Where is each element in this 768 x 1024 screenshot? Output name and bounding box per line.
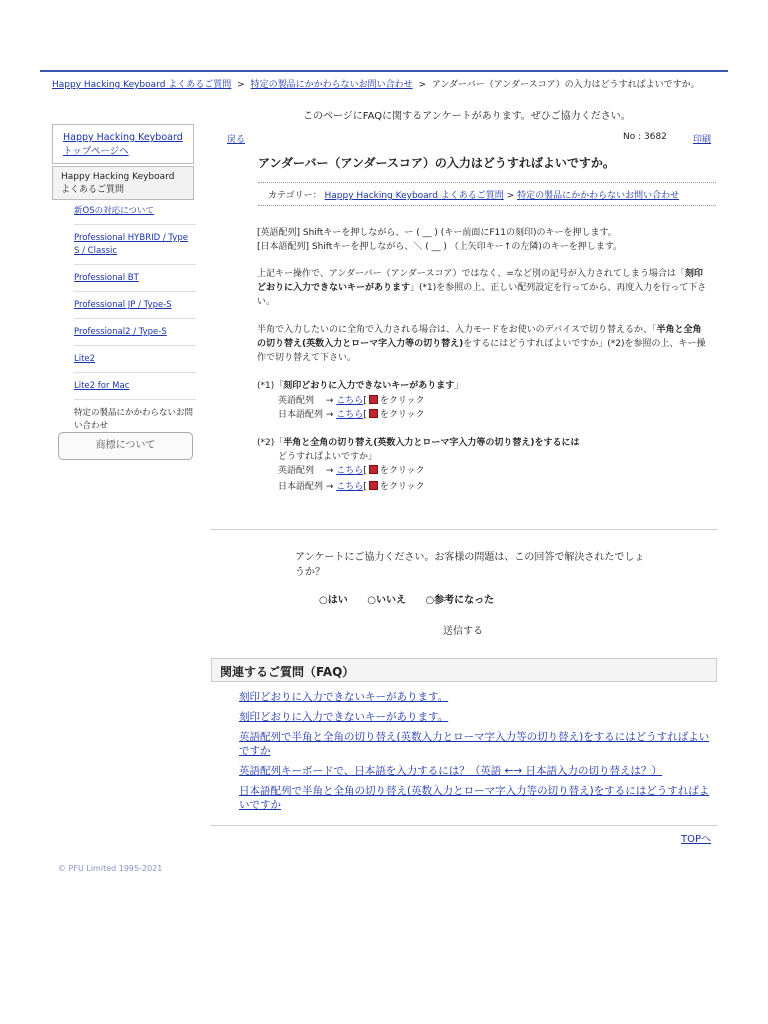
ref1-jp-here-link[interactable]: こちら	[336, 410, 364, 420]
copyright: © PFU Limited 1995-2021	[58, 864, 163, 873]
divider	[211, 529, 717, 530]
pdf-icon	[369, 465, 378, 474]
sidebar-item-new-os[interactable]: 新OSの対応について	[74, 203, 196, 225]
page-title: アンダーバー（アンダースコア）の入力はどうすればよいですか。	[258, 156, 615, 170]
ref-bold: 半角と全角の切り替え(英数入力とローマ字入力等の切り替え)をするには	[283, 438, 580, 448]
ref2-title	[257, 436, 579, 450]
sidebar-item-bt[interactable]: Professional BT	[74, 270, 196, 292]
ref-suffix: 」	[454, 381, 464, 391]
pdf-icon	[369, 395, 378, 404]
answer-para-2	[257, 267, 707, 309]
ref2-en-here-link[interactable]: こちら	[336, 466, 364, 476]
divider	[211, 825, 717, 826]
related-faq-item[interactable]: 刻印どおりに入力できないキーがあります。	[239, 711, 449, 723]
sidebar-top-link-label[interactable]: Happy Hacking Keyboard トップページへ	[63, 132, 183, 157]
survey-question: アンケートにご協力ください。お客様の問題は、この回答で解決されたでしょうか？	[295, 552, 645, 578]
answer-text: 半角で入力したいのに全角で入力される場合は、入力モードをお使いのデバイスで切り替えるか、「	[257, 325, 657, 335]
print-link[interactable]: 印刷	[693, 135, 712, 145]
survey-options	[319, 591, 510, 606]
survey-option-no[interactable]: ○いいえ	[367, 595, 406, 606]
back-link[interactable]: 戻る	[227, 135, 246, 145]
trademark-button[interactable]: 商標について	[58, 432, 193, 460]
ref-layout-label: 日本語配列 →	[278, 410, 334, 420]
category-sep: >	[506, 191, 515, 201]
ref-bold: 刻印どおりに入力できないキーがあります	[283, 381, 455, 391]
ref-prefix: (*1)「	[257, 381, 284, 391]
ref2-title-line2: どうすればよいですか」	[278, 452, 378, 462]
answer-bold: 刻印どおりに入力できないキーがあります	[257, 269, 703, 293]
breadcrumb-current: アンダーバー（アンダースコア）の入力はどうすればよいですか。	[431, 80, 700, 90]
ref-layout-label: 英語配列 →	[278, 396, 334, 406]
ref1-title	[257, 379, 463, 393]
breadcrumb-sep: >	[237, 80, 245, 90]
bracket: [	[363, 466, 367, 476]
ref2-en-row	[278, 464, 424, 478]
category-line	[268, 188, 679, 201]
ref2-jp-here-link[interactable]: こちら	[336, 482, 364, 492]
bracket: [	[363, 396, 367, 406]
ref-prefix: (*2)「	[257, 438, 284, 448]
ref-layout-label: 英語配列 →	[278, 466, 334, 476]
click-text: をクリック	[379, 396, 425, 406]
sidebar-item-hybrid[interactable]: Professional HYBRID / Type S / Classic	[74, 230, 196, 265]
sidebar-item-general: 特定の製品にかかわらないお問い合わせ	[74, 408, 194, 431]
survey-notice: このページにFAQに関するアンケートがあります。ぜひご協力ください。	[303, 111, 631, 122]
survey-option-helpful[interactable]: ○参考になった	[425, 595, 495, 606]
answer-text: 上記キー操作で、アンダーバー（アンダースコア）ではなく、=など別の記号が入力されてしまう場合は「	[257, 269, 685, 279]
divider	[258, 205, 716, 206]
related-faq-heading: 関連するご質問（FAQ）	[211, 658, 717, 682]
sidebar-current-section: Happy Hacking Keyboard よくあるご質問	[52, 166, 194, 200]
click-text: をクリック	[379, 410, 425, 420]
related-faq-item[interactable]: 刻印どおりに入力できないキーがあります。	[239, 691, 449, 703]
breadcrumb	[52, 77, 700, 90]
related-faq-item[interactable]: 英語配列キーボードで、日本語を入力するには？（英語 ←→ 日本語入力の切り替えは？）	[239, 765, 663, 777]
ref1-en-row	[278, 394, 424, 408]
pdf-icon	[369, 481, 378, 490]
sidebar-item-pro2[interactable]: Professional2 / Type-S	[74, 324, 196, 346]
back-to-top-link[interactable]: TOPへ	[681, 834, 712, 845]
answer-text: をするにはどうすればよいですか」(*2)を参照の上、キー操作で切り替えて下さい。	[257, 339, 706, 363]
bracket: [	[363, 410, 367, 420]
related-faq-item[interactable]: 日本語配列で半角と全角の切り替え(英数入力とローマ字入力等の切り替え)をするにはどうすればよいですか	[239, 785, 710, 811]
ref1-en-here-link[interactable]: こちら	[336, 396, 364, 406]
breadcrumb-general[interactable]: 特定の製品にかかわらないお問い合わせ	[250, 80, 413, 90]
related-faq-item[interactable]: 英語配列で半角と全角の切り替え(英数入力とローマ字入力等の切り替え)をするにはどうすればよいですか	[239, 731, 710, 757]
bracket: [	[363, 482, 367, 492]
sidebar-nav	[74, 203, 196, 444]
category-link-general[interactable]: 特定の製品にかかわらないお問い合わせ	[517, 191, 680, 201]
breadcrumb-sep: >	[418, 80, 427, 90]
sidebar-top-link[interactable]	[52, 124, 194, 164]
survey-option-yes[interactable]: ○はい	[319, 595, 348, 606]
sidebar-item-jp[interactable]: Professional JP / Type-S	[74, 297, 196, 319]
click-text: をクリック	[379, 466, 425, 476]
category-link-faq[interactable]: Happy Hacking Keyboard よくあるご質問	[324, 191, 504, 201]
ref2-jp-row	[278, 480, 424, 494]
answer-bold: 半角と全角の切り替え(英数入力とローマ字入力等の切り替え)	[257, 325, 702, 349]
ref1-jp-row	[278, 408, 424, 422]
answer-en-line: [英語配列] Shiftキーを押しながら、ー ( __ ) (キー前面にF11の刻印)のキーを押します。	[257, 228, 617, 238]
answer-text: 」(*1)を参照の上、正しい配列設定を行ってから、再度入力を行って下さい。	[257, 283, 707, 307]
answer-para-1	[257, 226, 707, 254]
ref-layout-label: 日本語配列 →	[278, 482, 334, 492]
faq-number: No : 3682	[623, 132, 667, 142]
header-rule	[40, 70, 728, 72]
related-faq-list	[239, 690, 714, 818]
answer-jp-line: [日本語配列] Shiftキーを押しながら、＼ ( __ ) （上矢印キー↑の左隣)のキーを押します。	[257, 242, 623, 252]
divider	[258, 182, 716, 183]
category-label: カテゴリー：	[268, 191, 322, 201]
survey-submit-button[interactable]: 送信する	[443, 626, 483, 637]
sidebar-item-lite2[interactable]: Lite2	[74, 351, 196, 373]
breadcrumb-faq-top[interactable]: Happy Hacking Keyboard よくあるご質問	[52, 80, 232, 90]
pdf-icon	[369, 409, 378, 418]
answer-para-3	[257, 323, 707, 365]
sidebar-item-lite2-mac[interactable]: Lite2 for Mac	[74, 378, 196, 400]
click-text: をクリック	[379, 482, 425, 492]
